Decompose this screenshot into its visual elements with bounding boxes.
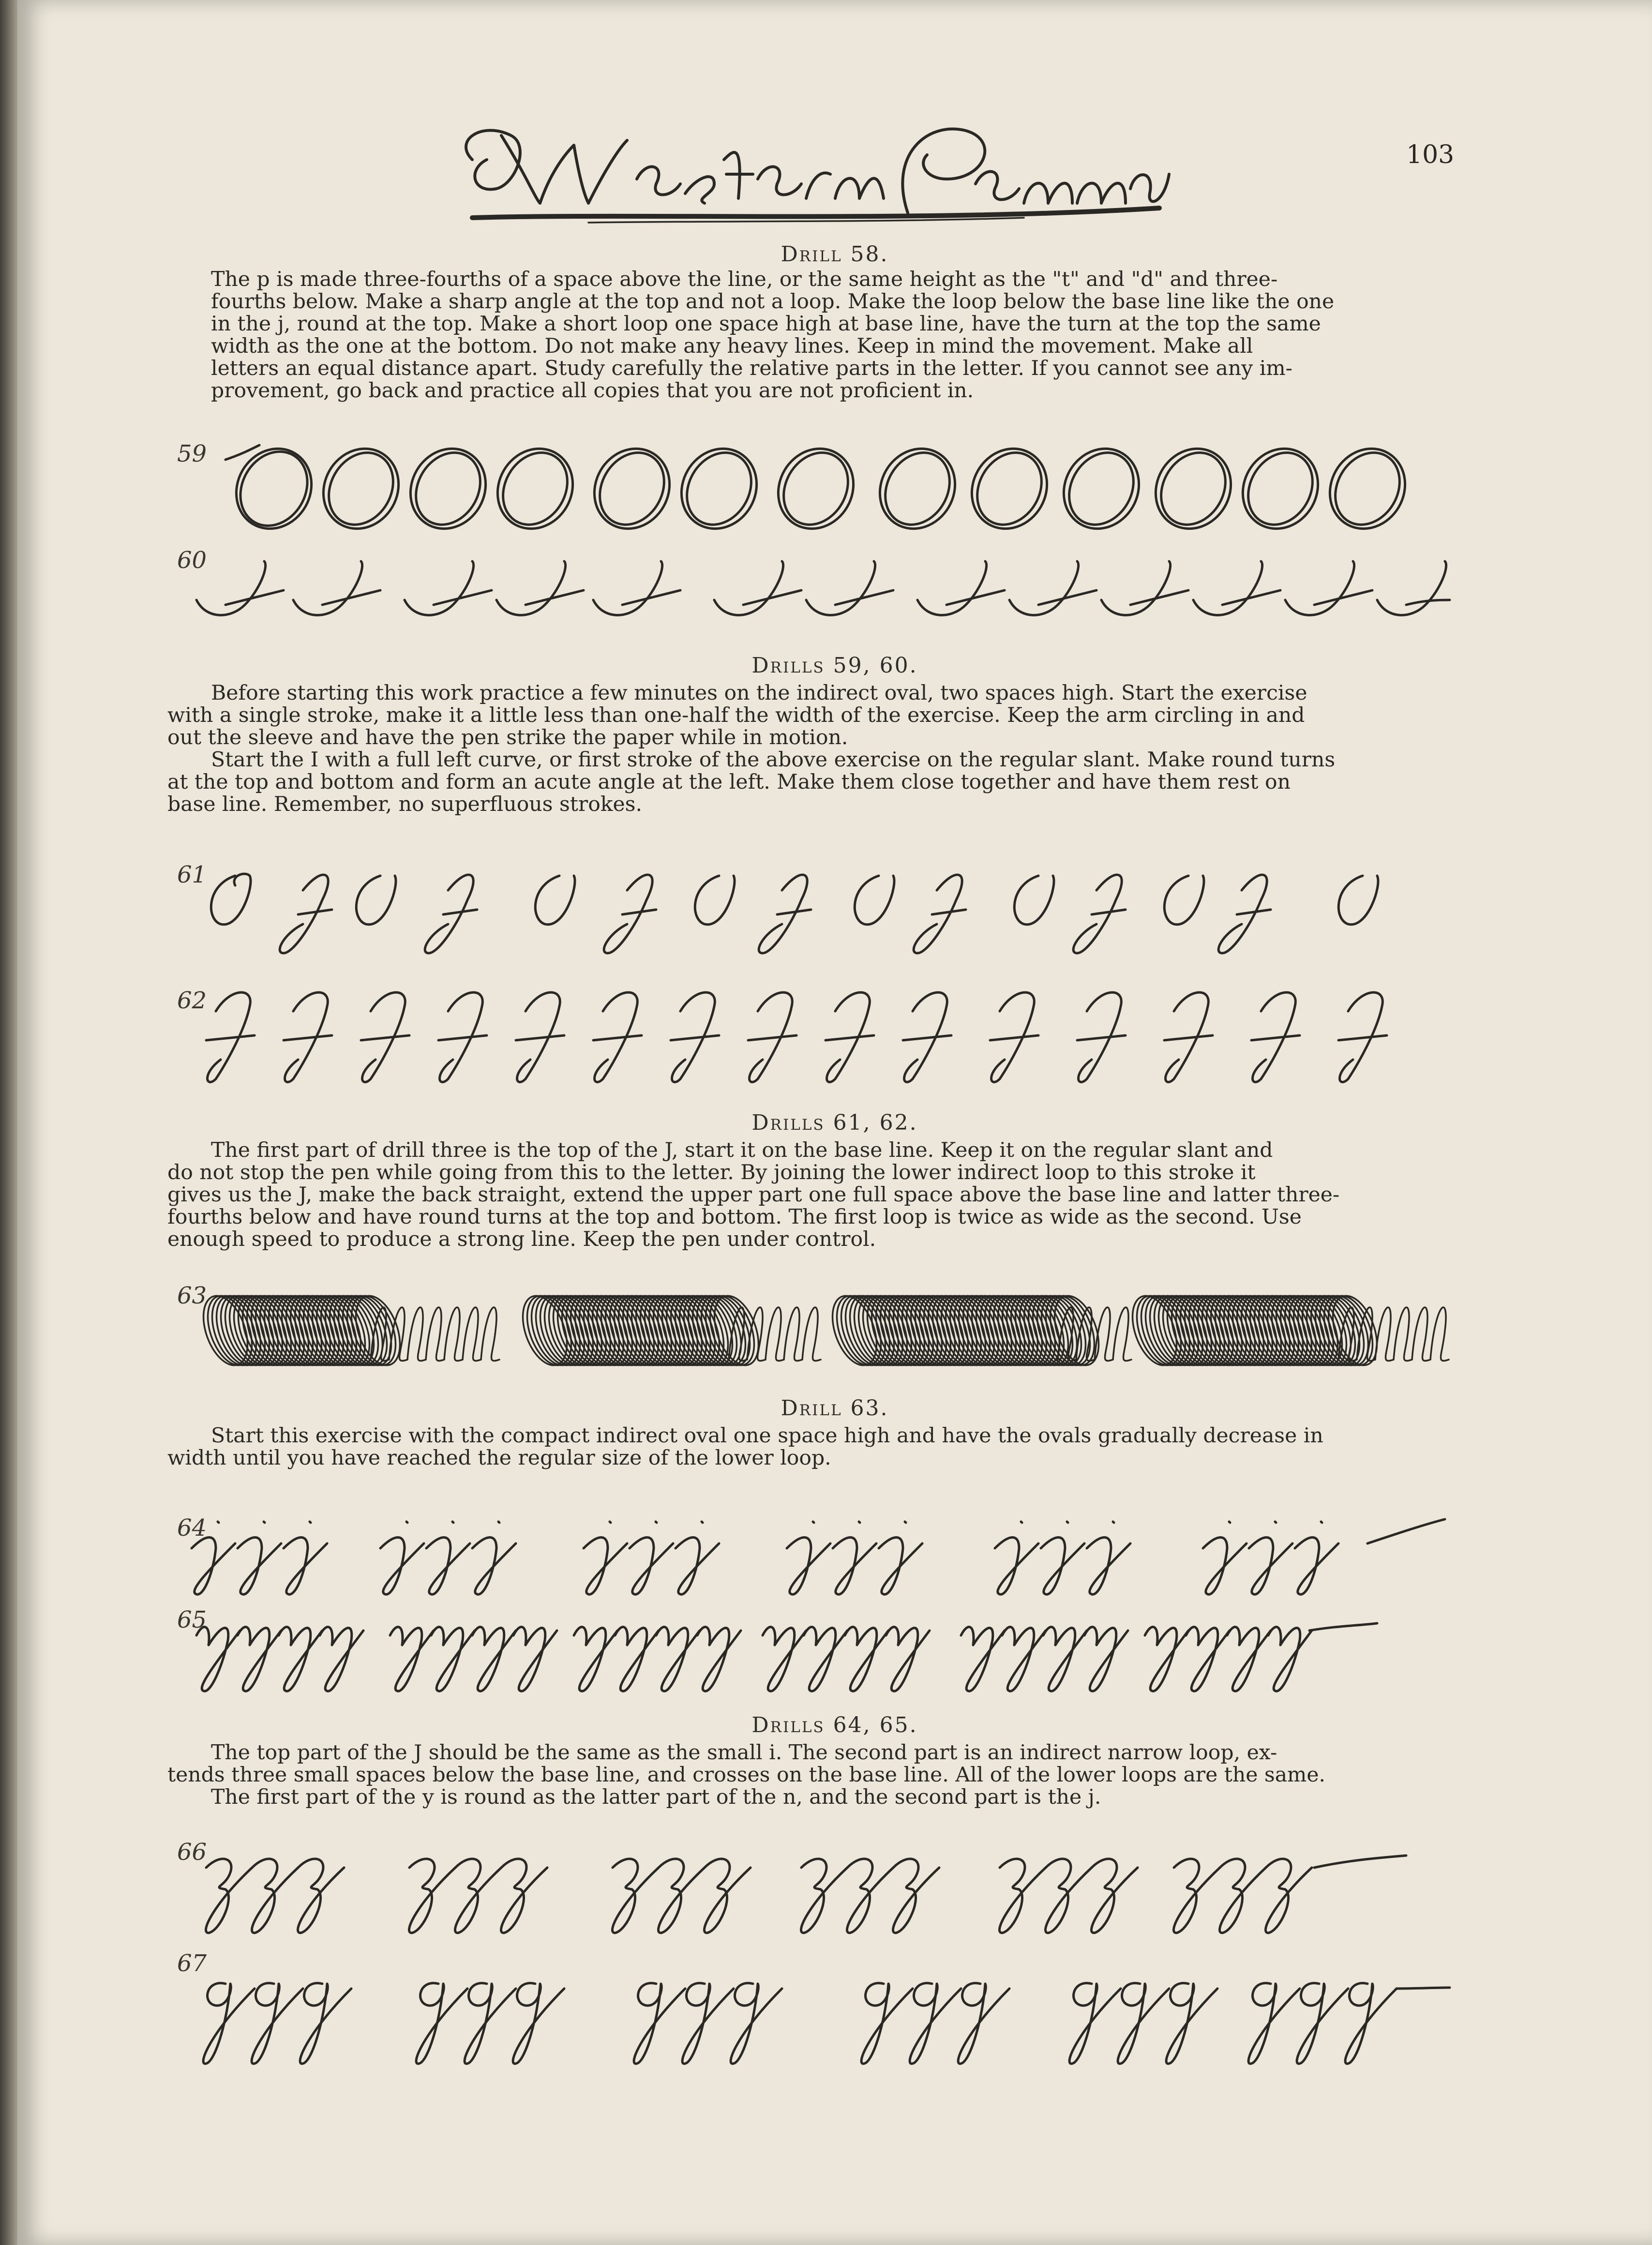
pen-stroke bbox=[961, 1627, 1005, 1691]
pen-stroke bbox=[1043, 1627, 1087, 1691]
text-line: at the top and bottom and form an acute angle at the left. Make them close together and have them rest on bbox=[167, 770, 1291, 794]
pen-stroke bbox=[784, 1307, 802, 1361]
pen-stroke bbox=[676, 1538, 719, 1595]
pen-stroke bbox=[426, 1538, 470, 1595]
text-line: base line. Remember, no superfluous strokes. bbox=[167, 793, 643, 816]
pen-stroke bbox=[1309, 1623, 1377, 1631]
drill-66-letter-row bbox=[177, 1834, 1455, 1940]
pen-stroke bbox=[634, 1983, 685, 2064]
drills-64-65-text bbox=[167, 1742, 1445, 1809]
drill-63-ovals-drawing bbox=[177, 1272, 1455, 1384]
pen-stroke bbox=[804, 1627, 847, 1691]
pen-stroke bbox=[861, 1983, 913, 2064]
pen-stroke bbox=[1314, 1856, 1406, 1868]
pen-stroke bbox=[886, 1627, 930, 1691]
pen-stroke bbox=[1113, 1307, 1131, 1361]
pen-stroke bbox=[1297, 1983, 1348, 2064]
pen-stroke bbox=[472, 1627, 516, 1691]
pen-stroke bbox=[1087, 1538, 1130, 1595]
pen-stroke bbox=[1113, 1522, 1114, 1523]
pen-stroke bbox=[218, 1522, 219, 1523]
western-penman-masthead-logo bbox=[443, 102, 1179, 247]
pen-stroke bbox=[1412, 1307, 1430, 1361]
pen-stroke bbox=[682, 1983, 734, 2064]
text-line: width as the one at the bottom. Do not make any heavy lines. Keep in mind the movement. Make all bbox=[211, 334, 1253, 358]
drills-61-62-text bbox=[167, 1139, 1445, 1251]
pen-stroke bbox=[444, 1307, 463, 1361]
pen-stroke bbox=[1227, 1627, 1271, 1691]
pen-stroke bbox=[1002, 1627, 1046, 1691]
pen-stroke bbox=[284, 1538, 327, 1595]
pen-stroke bbox=[1186, 1627, 1230, 1691]
drill-65-letters-drawing bbox=[177, 1606, 1455, 1698]
drill-63-heading: Drill 63. bbox=[781, 1396, 889, 1421]
pen-stroke bbox=[196, 1627, 240, 1691]
pen-stroke bbox=[656, 1522, 657, 1523]
pen-stroke bbox=[320, 1627, 363, 1691]
pen-stroke bbox=[416, 1983, 467, 2064]
text-line: provement, go back and practice all copies that you are not proficient in. bbox=[211, 379, 974, 403]
pen-stroke bbox=[1203, 1538, 1247, 1595]
pen-stroke bbox=[731, 1983, 782, 2064]
pen-stroke bbox=[192, 1538, 235, 1595]
pen-stroke bbox=[252, 1983, 303, 2064]
pen-stroke bbox=[704, 1859, 751, 1933]
pen-stroke bbox=[1045, 1859, 1092, 1933]
pen-stroke bbox=[893, 1859, 939, 1933]
drill-63-text bbox=[167, 1425, 1445, 1469]
pen-stroke bbox=[264, 1522, 265, 1523]
text-line: tends three small spaces below the base line, and crosses on the base line. All of the lower loops are the same. bbox=[167, 1763, 1325, 1787]
pen-stroke bbox=[879, 1538, 922, 1595]
pen-stroke bbox=[310, 1522, 311, 1523]
pen-stroke bbox=[279, 1627, 322, 1691]
pen-stroke bbox=[766, 1307, 784, 1361]
pen-stroke bbox=[702, 1522, 703, 1523]
text-line: in the j, round at the top. Make a short loop one space high at base line, have the turn at the top the same bbox=[211, 312, 1321, 336]
drill-number-61: 61 bbox=[177, 861, 207, 888]
pen-stroke bbox=[203, 1983, 255, 2064]
text-line: Start this exercise with the compact indirect oval one space high and have the ovals gradually decrease in bbox=[211, 1424, 1323, 1448]
pen-stroke bbox=[513, 1983, 564, 2064]
drill-65-letter-row bbox=[177, 1606, 1455, 1698]
drill-62-letters-drawing bbox=[177, 977, 1455, 1093]
left-page-edge bbox=[0, 0, 17, 2245]
pen-stroke bbox=[1275, 1522, 1276, 1523]
text-line: The first part of the y is round as the latter part of the n, and the second part is the j. bbox=[211, 1785, 1101, 1809]
drill-61-letter-row bbox=[177, 856, 1455, 963]
pen-stroke bbox=[481, 1307, 499, 1361]
pen-stroke bbox=[238, 1538, 281, 1595]
text-line: do not stop the pen while going from this to the letter. By joining the lower indirect loop to this stroke it bbox=[167, 1161, 1256, 1184]
text-line: fourths below and have round turns at the top and bottom. The first loop is twice as wide as the second. Use bbox=[167, 1205, 1302, 1229]
drill-61-letters-drawing bbox=[177, 856, 1455, 963]
text-line: out the sleeve and have the pen strike the paper while in motion. bbox=[167, 726, 848, 749]
pen-stroke bbox=[847, 1859, 893, 1933]
pen-stroke bbox=[1265, 1859, 1312, 1933]
pen-stroke bbox=[995, 1538, 1038, 1595]
pen-stroke bbox=[801, 1859, 847, 1933]
pen-stroke bbox=[1268, 1627, 1312, 1691]
text-line: gives us the J, make the back straight, extend the upper part one full space above the base line and latter three- bbox=[167, 1183, 1340, 1207]
text-line: Start the I with a full left curve, or first stroke of the above exercise on the regular slant. Make round turns bbox=[211, 748, 1336, 772]
pen-stroke bbox=[1430, 1307, 1449, 1361]
pen-stroke bbox=[300, 1983, 351, 2064]
pen-stroke bbox=[1397, 1988, 1450, 1989]
text-line: fourths below. Make a sharp angle at the top and not a loop. Make the loop below the base line like the one bbox=[211, 290, 1335, 314]
drill-number-65: 65 bbox=[177, 1606, 207, 1633]
pen-stroke bbox=[513, 1627, 557, 1691]
pen-stroke bbox=[958, 1983, 1009, 2064]
drill-59-ovals-drawing bbox=[177, 435, 1455, 532]
drill-58-text bbox=[167, 269, 1445, 402]
pen-stroke bbox=[1091, 1859, 1138, 1933]
pen-stroke bbox=[845, 1627, 888, 1691]
drill-number-62: 62 bbox=[177, 987, 207, 1014]
pen-stroke bbox=[763, 1627, 806, 1691]
pen-stroke bbox=[406, 1522, 407, 1523]
pen-stroke bbox=[252, 1859, 298, 1933]
pen-stroke bbox=[610, 1522, 611, 1523]
pen-stroke bbox=[1084, 1627, 1128, 1691]
text-line: enough speed to produce a strong line. Keep the pen under control. bbox=[167, 1227, 876, 1251]
pen-stroke bbox=[1166, 1983, 1217, 2064]
drill-number-67: 67 bbox=[177, 1950, 207, 1977]
pen-stroke bbox=[390, 1627, 434, 1691]
pen-stroke bbox=[658, 1859, 705, 1933]
pen-stroke bbox=[1041, 1538, 1084, 1595]
drill-60-letters-drawing bbox=[177, 547, 1455, 634]
pen-stroke bbox=[452, 1522, 453, 1523]
pen-stroke bbox=[498, 1522, 499, 1523]
pen-stroke bbox=[802, 1307, 821, 1361]
text-line: width until you have reached the regular size of the lower loop. bbox=[167, 1446, 831, 1470]
drills-64-65-heading: Drills 64, 65. bbox=[751, 1713, 918, 1737]
drill-number-64: 64 bbox=[177, 1514, 207, 1542]
pen-stroke bbox=[431, 1627, 475, 1691]
pen-stroke bbox=[1067, 1522, 1068, 1523]
pen-stroke bbox=[697, 1627, 741, 1691]
pen-stroke bbox=[612, 1859, 659, 1933]
drills-61-62-heading: Drills 61, 62. bbox=[751, 1110, 918, 1135]
pen-stroke bbox=[813, 1522, 814, 1523]
drill-66-letters-drawing bbox=[177, 1834, 1455, 1940]
drill-number-66: 66 bbox=[177, 1839, 207, 1866]
pen-stroke bbox=[787, 1538, 830, 1595]
pen-stroke bbox=[1248, 1983, 1300, 2064]
pen-stroke bbox=[407, 1307, 426, 1361]
drills-59-60-heading: Drills 59, 60. bbox=[751, 653, 918, 678]
drill-60-letter-row bbox=[177, 547, 1455, 634]
pen-stroke bbox=[1145, 1627, 1188, 1691]
pen-stroke bbox=[463, 1307, 481, 1361]
text-line: The top part of the J should be the same as the small i. The second part is an indirect narrow loop, ex- bbox=[211, 1741, 1277, 1765]
text-line: letters an equal distance apart. Study carefully the relative parts in the letter. If you cannot see any im- bbox=[211, 357, 1293, 380]
pen-stroke bbox=[472, 1538, 516, 1595]
pen-stroke bbox=[1375, 1307, 1394, 1361]
drill-67-letter-row bbox=[177, 1950, 1455, 2076]
pen-stroke bbox=[999, 1859, 1046, 1933]
text-line: with a single stroke, make it a little less than one-half the width of the exercise. Keep the arm circling in and bbox=[167, 703, 1305, 727]
pen-stroke bbox=[426, 1307, 444, 1361]
book-page bbox=[17, 0, 1652, 2245]
drill-58-heading: Drill 58. bbox=[781, 242, 889, 267]
text-line: Before starting this work practice a few minutes on the indirect oval, two spaces high. Start the exercise bbox=[211, 681, 1307, 705]
pen-stroke bbox=[1069, 1983, 1121, 2064]
drill-59-oval-row bbox=[177, 435, 1455, 532]
drill-number-59: 59 bbox=[177, 440, 207, 467]
text-line: The first part of drill three is the top of the J, start it on the base line. Keep it on the regular slant and bbox=[211, 1138, 1273, 1162]
pen-stroke bbox=[206, 1859, 252, 1933]
pen-stroke bbox=[1229, 1522, 1230, 1523]
pen-stroke bbox=[584, 1538, 627, 1595]
pen-stroke bbox=[1249, 1538, 1292, 1595]
drill-number-63: 63 bbox=[177, 1282, 207, 1309]
drill-number-60: 60 bbox=[177, 547, 207, 574]
pen-stroke bbox=[1367, 1519, 1445, 1543]
pen-stroke bbox=[1321, 1522, 1322, 1523]
text-line: The p is made three-fourths of a space above the line, or the same height as the "t" and "d" and three- bbox=[211, 268, 1278, 291]
pen-stroke bbox=[615, 1627, 659, 1691]
pen-stroke bbox=[380, 1538, 424, 1595]
pen-stroke bbox=[859, 1522, 860, 1523]
pen-stroke bbox=[747, 1307, 766, 1361]
pen-stroke bbox=[1173, 1859, 1220, 1933]
pen-stroke bbox=[238, 1627, 281, 1691]
pen-stroke bbox=[656, 1627, 700, 1691]
page-number: 103 bbox=[1406, 140, 1455, 169]
drill-64-letters-drawing bbox=[177, 1505, 1455, 1601]
pen-stroke bbox=[1345, 1983, 1397, 2064]
pen-stroke bbox=[1118, 1983, 1169, 2064]
pen-stroke bbox=[910, 1983, 961, 2064]
drill-62-letter-row bbox=[177, 977, 1455, 1093]
drill-63-oval-row bbox=[177, 1272, 1455, 1384]
drill-67-letters-drawing bbox=[177, 1950, 1455, 2076]
pen-stroke bbox=[501, 1859, 547, 1933]
pen-stroke bbox=[1295, 1538, 1338, 1595]
pen-stroke bbox=[298, 1859, 344, 1933]
pen-stroke bbox=[1219, 1859, 1266, 1933]
pen-stroke bbox=[409, 1859, 455, 1933]
pen-stroke bbox=[630, 1538, 673, 1595]
pen-stroke bbox=[1021, 1522, 1022, 1523]
drills-59-60-text bbox=[167, 682, 1445, 816]
drill-64-letter-row bbox=[177, 1505, 1455, 1601]
pen-stroke bbox=[905, 1522, 906, 1523]
pen-stroke bbox=[455, 1859, 501, 1933]
pen-stroke bbox=[833, 1538, 876, 1595]
pen-stroke bbox=[465, 1983, 516, 2064]
pen-stroke bbox=[1394, 1307, 1412, 1361]
pen-stroke bbox=[574, 1627, 617, 1691]
